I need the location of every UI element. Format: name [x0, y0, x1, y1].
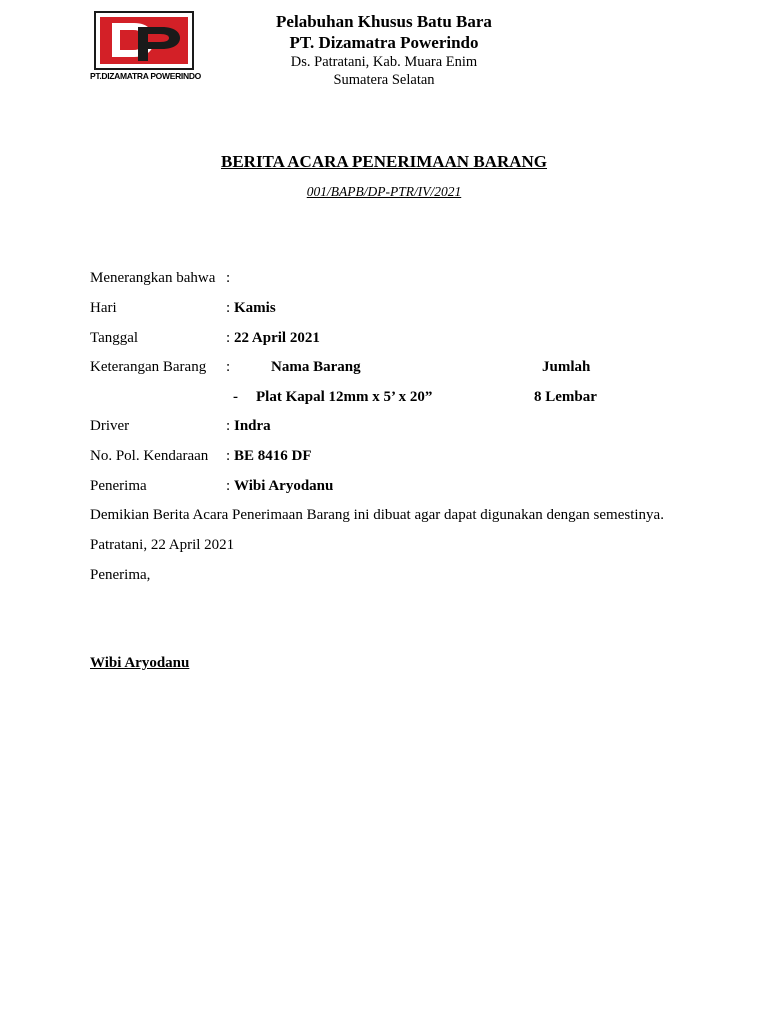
- field-label: Driver: [90, 418, 130, 434]
- field-colon: :: [226, 270, 231, 286]
- field-label: Keterangan Barang: [90, 359, 207, 375]
- place-date: Patratani, 22 April 2021: [90, 537, 235, 553]
- signature-name: Wibi Aryodanu: [90, 655, 190, 671]
- header-line-2: PT. Dizamatra Powerindo: [289, 33, 479, 52]
- header-line-3: Ds. Patratani, Kab. Muara Enim: [290, 54, 478, 70]
- item-qty: 8 Lembar: [534, 389, 597, 405]
- header-line-1: Pelabuhan Khusus Batu Bara: [276, 12, 492, 31]
- field-colon: :: [226, 478, 231, 494]
- field-label: Menerangkan bahwa: [90, 270, 216, 286]
- field-value: Kamis: [234, 300, 276, 316]
- dp-logo-icon: [90, 11, 198, 71]
- field-value: 22 April 2021: [234, 330, 320, 346]
- document-number: 001/BAPB/DP-PTR/IV/2021: [306, 184, 462, 199]
- field-colon: :: [226, 300, 231, 316]
- field-label: Hari: [90, 300, 117, 316]
- field-colon: :: [226, 448, 231, 464]
- field-colon: :: [226, 359, 231, 375]
- document-title: BERITA ACARA PENERIMAAN BARANG: [220, 152, 548, 171]
- column-header-nama-barang: Nama Barang: [271, 359, 361, 375]
- field-value: Wibi Aryodanu: [234, 478, 334, 494]
- field-colon: :: [226, 330, 231, 346]
- field-value: Indra: [234, 418, 271, 434]
- company-logo: [90, 11, 201, 83]
- closing-statement: Demikian Berita Acara Penerimaan Barang ini dibuat agar dapat digunakan dengan semestinya.: [90, 507, 664, 523]
- field-label: Tanggal: [90, 330, 139, 346]
- logo-caption: PT.DIZAMATRA POWERINDO: [90, 71, 201, 81]
- field-value: BE 8416 DF: [234, 448, 312, 464]
- item-name: Plat Kapal 12mm x 5’ x 20”: [256, 389, 433, 405]
- signature-role: Penerima,: [90, 567, 151, 583]
- field-colon: :: [226, 418, 231, 434]
- field-label: No. Pol. Kendaraan: [90, 448, 209, 464]
- field-label: Penerima: [90, 478, 147, 494]
- header-line-4: Sumatera Selatan: [333, 72, 435, 88]
- item-bullet: -: [233, 389, 238, 405]
- letterhead: [234, 11, 534, 89]
- column-header-jumlah: Jumlah: [542, 359, 591, 375]
